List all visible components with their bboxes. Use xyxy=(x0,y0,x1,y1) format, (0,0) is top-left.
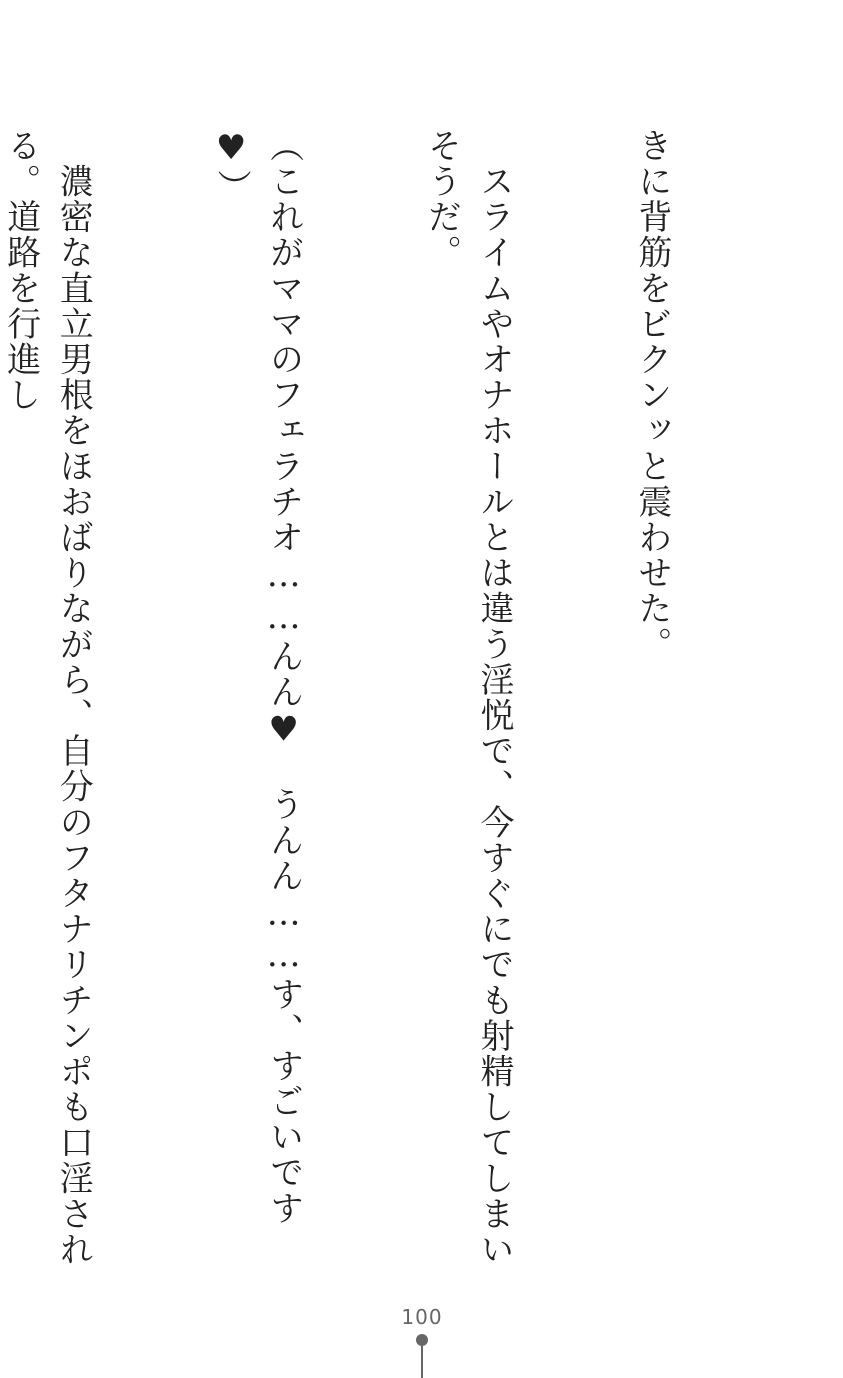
page-number: 100 xyxy=(401,1305,443,1329)
page-footer xyxy=(395,1305,455,1378)
bullet-icon xyxy=(416,1334,428,1346)
text-line: 濃密な直立男根をほおばりながら、自分のフタナリチンポも口淫される。道路を行進し xyxy=(0,128,94,1268)
divider xyxy=(421,1346,423,1378)
body-text xyxy=(0,128,783,1278)
text-line: きに背筋をビクンッと震わせた。 xyxy=(631,128,672,662)
text-line: スライムやオナホールとは違う淫悦で、今すぐにでも射精してしまいそうだ。 xyxy=(421,128,515,1268)
text-line: （これがママのフェラチオ……んん♥ うんん……す、すごいです♥） xyxy=(211,128,304,1226)
